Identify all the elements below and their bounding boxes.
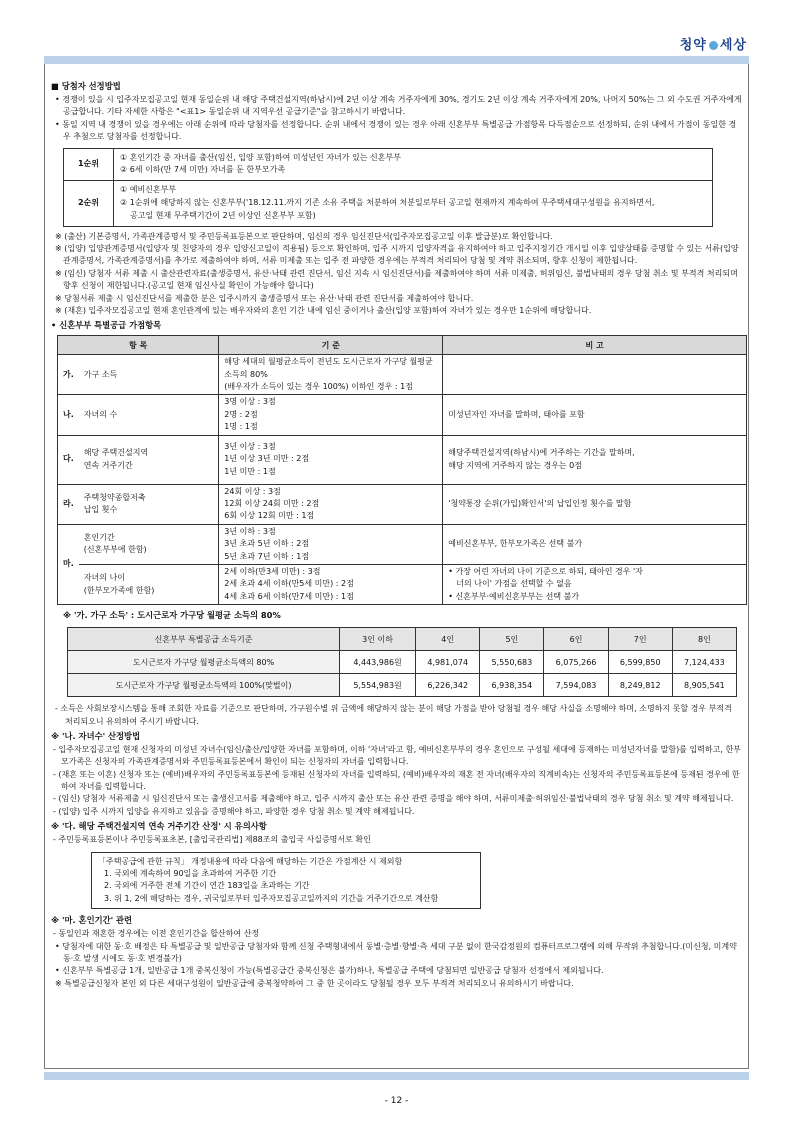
- income-cell: 6,075,266: [544, 651, 608, 674]
- table-row: 라. 주택청약종합저축 납입 횟수 24회 이상 : 3점 12회 이상 24회 미만 : 2점 6회 이상 12회 미만 : 1점 '청약통장 순위(가입)확인서'의 납입인정 횟수를 말함: [58, 484, 747, 524]
- income-cell: 8,249,812: [608, 674, 672, 697]
- body-paragraph: • 당첨자에 대한 동·호 배정은 타 특별공급 및 일반공급 당첨자와 함께 신청 주택형내에서 동별·층별·향별·측 세대 구분 없이 한국감정원의 컴퓨터프로그램에 의해 무작위 추첨합니다.(미신청, 미계약 동·호 발생 시에도 동·호 변경불가): [55, 941, 737, 963]
- note-paragraph: ※ (임신) 당첨자 서류 제출 시 출산관련자료(출생증명서, 유산·낙태 관련 진단서, 임신 지속 시 임신진단서)를 제출하여야 하며 서류 미제출, 허위임신, 불법낙태의 경우 당첨 취소 및 부적격 처리되며 향후 신청이 제한됩니다.(공고일 현재 임신사실 확인이 가능해야 합니다): [55, 268, 738, 291]
- note-paragraph: ※ (출산) 기본증명서, 가족관계증명서 및 주민등록표등본으로 판단하며, 임신의 경우 임신진단서(입주자모집공고일 이후 발급분)로 확인합니다.: [55, 231, 553, 241]
- rank-label: 1순위: [64, 148, 114, 181]
- income-col-header: 8인: [672, 628, 736, 651]
- col-header-item: 항 목: [58, 336, 219, 355]
- body-paragraphs: [51, 703, 742, 847]
- income-cell: 6,938,354: [480, 674, 544, 697]
- income-col-header: 신혼부부 특별공급 소득기준: [68, 628, 340, 651]
- page-frame: [44, 64, 749, 1069]
- income-cell: 4,981,074: [416, 651, 480, 674]
- table-row: 다. 해당 주택건설지역 연속 거주기간 3년 이상 : 3점 1년 이상 3년 미만 : 2점 1년 미만 : 1점 해당주택건설지역(하남시)에 거주하는 기간을 말하며, 해당 지역에 거주하지 않는 경우는 0점: [58, 435, 747, 484]
- table-row: 마. 혼인기간 (신혼부부에 한함) 3년 이하 : 3점 3년 초과 5년 이하 : 2점 5년 초과 7년 이하 : 1점 예비신혼부부, 한부모가족은 선택 불가: [58, 524, 747, 564]
- rules-box: 「주택공급에 관한 규칙」 개정내용에 따라 다음에 해당하는 기간은 가점계산 시 제외함 1. 국외에 계속하여 90일을 초과하여 거주한 기간 2. 국외에 거주한 전체 기간이 연간 183일을 초과하는 기간 3. 위 1, 2에 해당하는 경우, 귀국일로부터 입주자모집공고일까지의 기간을 거주기간으로 계산함: [91, 852, 481, 910]
- body-paragraph: ※ 특별공급신청자 본인 외 다른 세대구성원이 일반공급에 중복청약하여 그 중 한 곳이라도 당첨될 경우 모두 부적격 처리되오니 유의하시기 바랍니다.: [55, 978, 574, 988]
- logo-text-2: 세상: [719, 38, 747, 53]
- income-col-header: 7인: [608, 628, 672, 651]
- bullet-paragraph: • 동일 지역 내 경쟁이 있을 경우에는 아래 순위에 따라 당첨자를 선정합니다. 순위 내에서 경쟁이 있는 경우 아래 신혼부부 특별공급 가점항목 다득점순으로 선정하되, 순위 내에서 가점이 동일한 경우 추첨으로 당첨자를 선정합니다.: [55, 119, 737, 142]
- rank-criteria: ① 혼인기간 중 자녀를 출산(임신, 입양 포함)하여 미성년인 자녀가 있는 신혼부부 ② 6세 이하(만 7세 미만) 자녀를 둔 한부모가족: [114, 148, 713, 181]
- table-row: 자녀의 나이 (한부모가족에 한함) 2세 이하(만3세 미만) : 3점 2세 초과 4세 이하(만5세 미만) : 2점 4세 초과 6세 이하(만7세 미만) : 1점 • 가장 어린 자녀의 나이 기준으로 하되, 태아인 경우 '자 너의 나이' 가점을 선택할 수 없음 • 신혼부부·예비신혼부부는 선택 불가: [58, 564, 747, 604]
- body-paragraph: - 소득은 사회보장시스템을 통해 조회한 자료를 기준으로 판단하며, 가구원수별 위 금액에 해당하지 않는 분이 해당 가점을 받아 당첨될 경우 해당 사실을 소명해야 하며, 소명하지 못할 경우 부적격 처리되오니 유의하여 주시기 바랍니다.: [55, 704, 732, 726]
- page-number: - 12 -: [384, 1096, 409, 1106]
- income-cell: 5,554,983원: [340, 674, 416, 697]
- income-col-header: 3인 이하: [340, 628, 416, 651]
- income-col-header: 6인: [544, 628, 608, 651]
- top-bar: [44, 56, 749, 64]
- body-paragraph: - 주민등록표등본이나 주민등록표초본, [출입국관리법] 제88조의 출입국 사실증명서로 확인: [53, 835, 371, 845]
- note-paragraph: ※ (재혼) 입주자모집공고일 현재 혼인관계에 있는 배우자와의 혼인 기간 내에 임신 중이거나 출산(입양 포함)하여 자녀가 있는 경우만 1순위에 해당합니다.: [55, 305, 592, 315]
- items-heading: • 신혼부부 특별공급 가점항목: [51, 320, 162, 331]
- rank-table: [63, 148, 713, 227]
- income-cell: 7,124,433: [672, 651, 736, 674]
- table-row: 나. 자녀의 수 3명 이상 : 3점 2명 : 2점 1명 : 1점 미성년자인 자녀를 말하며, 태아를 포함: [58, 395, 747, 435]
- income-heading: ※ '가. 가구 소득' : 도시근로자 가구당 월평균 소득의 80%: [63, 610, 281, 621]
- body-paragraph: - 입주자모집공고일 현재 신청자의 미성년 자녀수(임신/출산/입양한 자녀를 포함하며, 이하 '자녀'라고 함, 예비신혼부부의 경우 혼인으로 구성될 세대에 등재하는 미성년자녀를 말함)를 입력하고, 한부모가족은 신청자의 가족관계증명서와 주민등록표등본에서 확인이 되는 신청자의 자녀를 입력합니다.: [53, 744, 741, 767]
- sub-heading: ※ '다. 해당 주택건설지역 연속 거주기간 산정' 시 유의사항: [51, 821, 267, 832]
- income-col-header: 5인: [480, 628, 544, 651]
- bottom-bar: [44, 1072, 749, 1080]
- body-paragraph: - (입양) 입주 시까지 입양을 유지하고 있음을 증명해야 하고, 파양한 경우 당첨 취소 및 계약 해제됩니다.: [53, 806, 415, 816]
- table-row: [68, 651, 737, 674]
- sub-heading: ※ '나. 자녀수' 산정방법: [51, 730, 141, 741]
- rank-row: [64, 181, 713, 226]
- rank-label: 2순위: [64, 181, 114, 226]
- logo-text-1: 청약: [679, 38, 707, 53]
- body-paragraph: - 동일인과 재혼한 경우에는 이전 혼인기간을 합산하여 산정: [53, 929, 260, 939]
- notes-list: [51, 231, 742, 318]
- income-col-header: 4인: [416, 628, 480, 651]
- sub-heading: ※ '마. 혼인기간' 관련: [51, 915, 133, 926]
- income-cell: 7,594,083: [544, 674, 608, 697]
- income-cell: 5,550,683: [480, 651, 544, 674]
- income-cell: 6,599,850: [608, 651, 672, 674]
- body-paragraph: - (임신) 당첨자 서류제출 시 임신진단서 또는 출생신고서를 제출해야 하고, 입주 시까지 출산 또는 유산 관련 증명을 해야 하며, 서류미제출·허위임신·불법낙태의 경우 당첨 취소 및 계약 해제됩니다.: [53, 794, 734, 804]
- income-cell: 4,443,986원: [340, 651, 416, 674]
- intro-paragraphs: [51, 94, 742, 144]
- note-paragraph: ※ (입양) 입양관계증명서(입양자 및 친양자의 경우 입양신고일이 적용됨) 등으로 확인하며, 입주 시까지 입양자격을 유지하여야 하고 입주지정기간 개시일 이후 입양상태를 증명할 수 있는 서류(입양관계증명서, 가족관계증명서)를 추가로 제출하여야 하며, 서류 미제출 또는 입주 전 파양한 경우에는 부적격 처리되어 당첨 및 계약 취소되며, 향후 신청이 제한됩니다.: [55, 243, 739, 266]
- body-paragraph: • 신혼부부 특별공급 1개, 일반공급 1개 중복신청이 가능(특별공급간 중복신청은 불가)하나, 특별공급 주택에 당첨되면 일반공급 당첨자 선정에서 제외됩니다.: [55, 966, 604, 976]
- closing-paragraphs: [51, 914, 742, 990]
- rank-criteria: ① 예비신혼부부 ② 1순위에 해당하지 않는 신혼부부('18.12.11.까지 기존 소유 주택을 처분하여 처분일로부터 공고일 현재까지 계속하여 무주택세대구성원을 유지하면서, 공고일 현재 무주택기간이 2년 이상인 신혼부부 포함): [114, 181, 713, 226]
- rank-row: [64, 148, 713, 181]
- note-paragraph: ※ 당첨서류 제출 시 임신진단서를 제출한 분은 입주시까지 출생증명서 또는 유산·낙태 관련 진단서를 제출하여야 합니다.: [55, 293, 474, 303]
- table-row: [68, 674, 737, 697]
- table-row: 가. 가구 소득 해당 세대의 월평균소득이 전년도 도시근로자 가구당 월평균 소득의 80% (배우자가 소득이 있는 경우 100%) 이하인 경우 : 1점: [58, 355, 747, 395]
- income-cell: 8,905,541: [672, 674, 736, 697]
- income-cell: 6,226,342: [416, 674, 480, 697]
- income-row-label: 도시근로자 가구당 월평균소득액의 100%(맞벌이): [68, 674, 340, 697]
- body-paragraph: - (재혼 또는 이혼) 신청자 또는 (예비)배우자의 주민등록표등본에 등재된 신청자의 자녀를 입력하되, (예비)배우자의 재혼 전 자녀(배우자의 직계비속)는 신청자의 주민등록표등본에 등재된 경우에 한하여 자녀를 입력합니다.: [53, 769, 740, 792]
- col-header-criteria: 기 준: [219, 336, 443, 355]
- income-table: [67, 627, 737, 697]
- scoring-items-table: [57, 335, 747, 605]
- cheongyak-logo: [680, 34, 747, 53]
- income-row-label: 도시근로자 가구당 월평균소득액의 80%: [68, 651, 340, 674]
- bullet-paragraph: • 경쟁이 있을 시 입주자모집공고일 현재 동일순위 내 해당 주택건설지역(하남시)에 2년 이상 계속 거주자에게 30%, 경기도 2년 이상 계속 거주자에게 20%, 나머지 50%는 그 외 수도권 거주자에게 공급합니다. 기타 자세한 사항은 "<표1> 동일순위 내 지역우선 공급기준"을 참고하시기 바랍니다.: [55, 95, 742, 117]
- logo-emblem-icon: [709, 41, 718, 50]
- col-header-note: 비 고: [443, 336, 747, 355]
- section-heading: ■ 당첨자 선정방법: [51, 81, 121, 91]
